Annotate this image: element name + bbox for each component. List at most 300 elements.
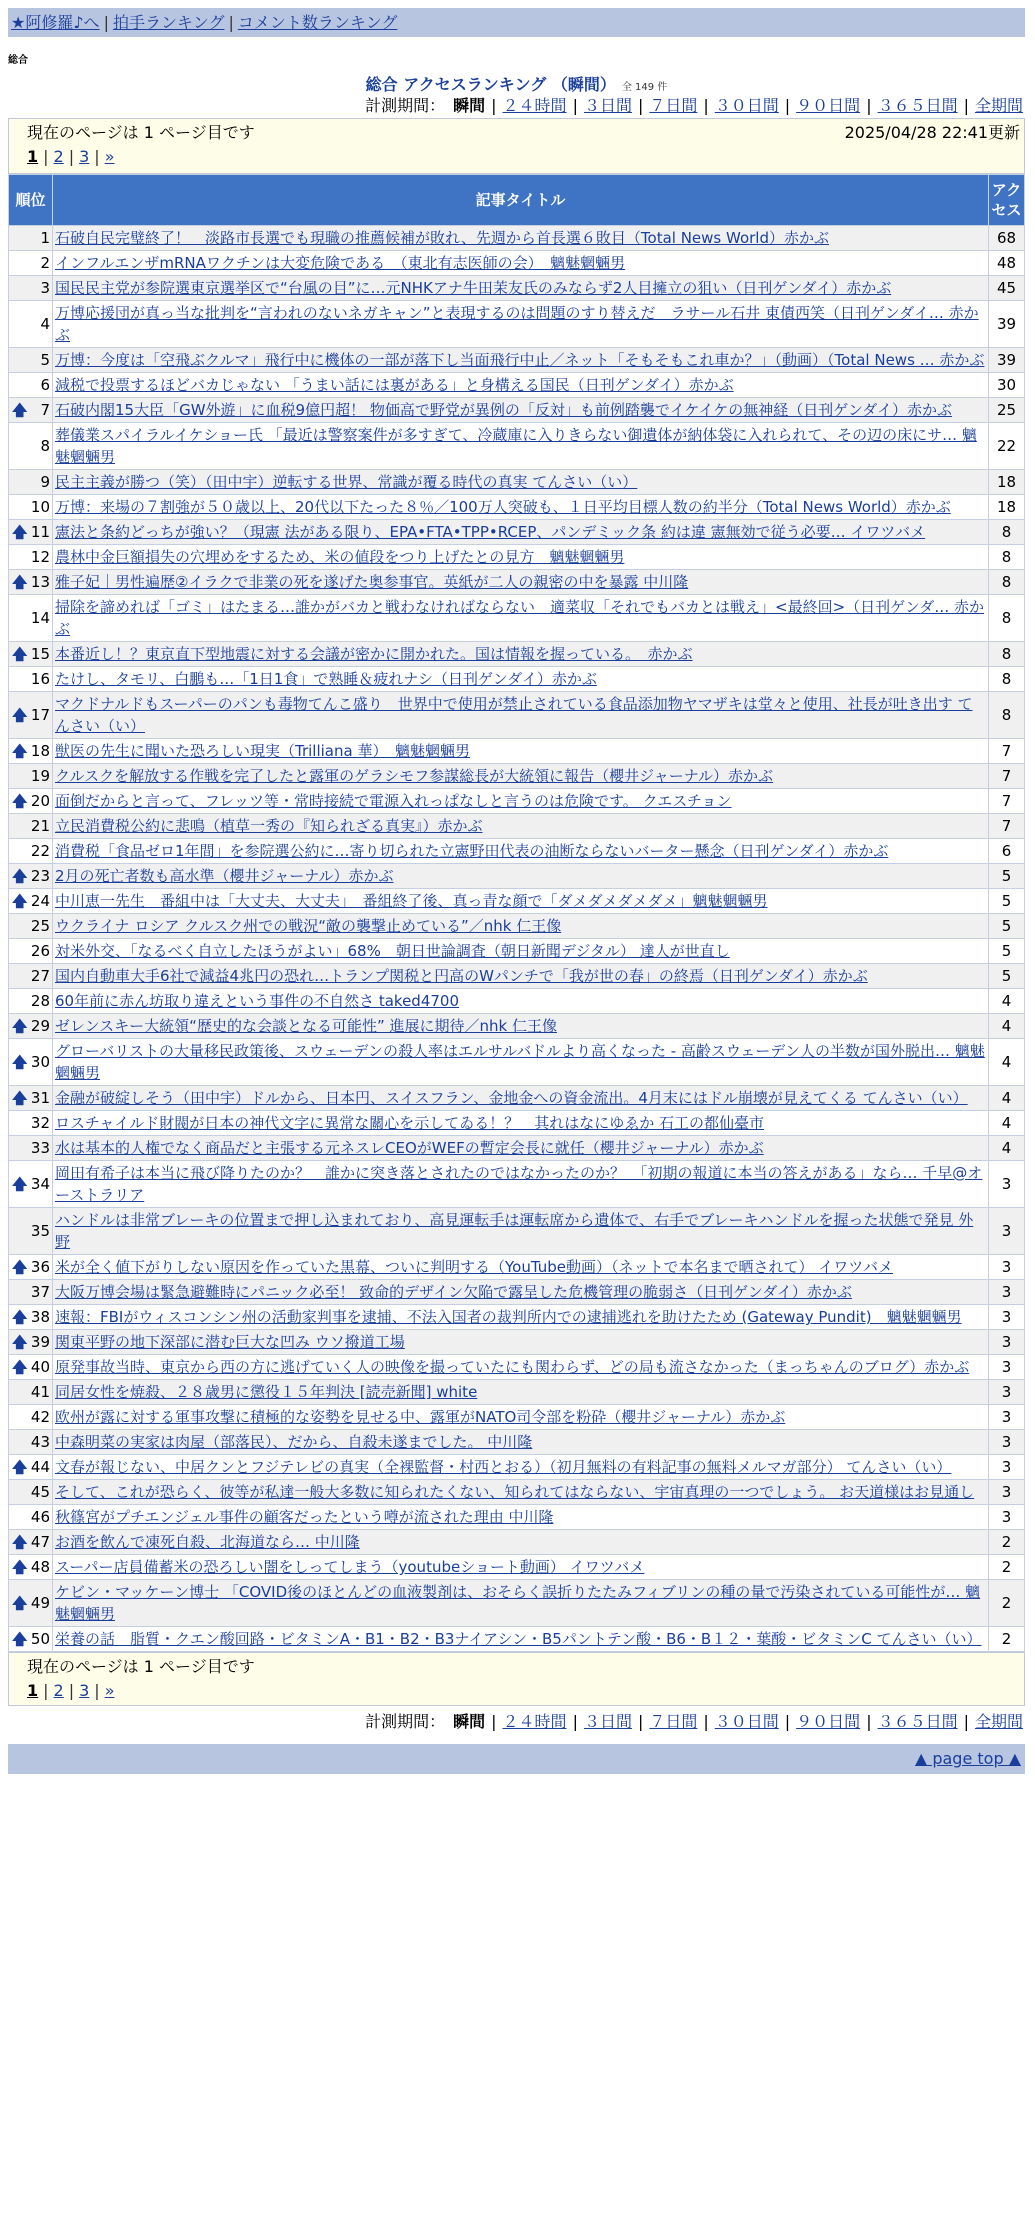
article-link[interactable]: 金融が破綻しそう（田中宇）ドルから、日本円、スイスフラン、金地金への資金流出。4月末にはドル崩壊が見えてくる てんさい（い）: [55, 1089, 968, 1107]
period-separator: |: [963, 96, 969, 115]
rank-up-arrow-icon: 🡅: [12, 573, 28, 591]
period-option[interactable]: ３６５日間: [877, 1712, 958, 1731]
title-cell: [53, 1280, 989, 1305]
rank-cell: [9, 1530, 53, 1555]
header-rank: 順位: [9, 175, 53, 226]
pager-page-link[interactable]: 3: [79, 1681, 90, 1700]
access-count: 8: [989, 595, 1025, 642]
title-cell: [53, 1136, 989, 1161]
rank-cell: [9, 1086, 53, 1111]
page-title-line: [8, 72, 1025, 94]
period-selector-bottom: [8, 1710, 1025, 1734]
rank-cell: [9, 1280, 53, 1305]
access-count: 45: [989, 276, 1025, 301]
table-row: [9, 1086, 1025, 1111]
rank-cell: [9, 1430, 53, 1455]
rank-number: 14: [30, 609, 50, 627]
rank-up-arrow-icon: 🡅: [12, 1533, 28, 1551]
comment-ranking-link[interactable]: コメント数ランキング: [237, 13, 398, 32]
rank-number: 13: [30, 573, 50, 591]
access-count: 3: [989, 1330, 1025, 1355]
article-link[interactable]: ゼレンスキー大統領“歴史的な会談となる可能性” 進展に期待／nhk 仁王像: [55, 1017, 557, 1035]
pager-page-link[interactable]: 2: [53, 147, 64, 166]
rank-number: 46: [30, 1508, 50, 1526]
period-separator: |: [866, 1712, 872, 1731]
table-row: [9, 1430, 1025, 1455]
article-link[interactable]: お酒を飲んで凍死自殺、北海道なら… 中川隆: [55, 1533, 360, 1551]
title-cell: [53, 470, 989, 495]
page-top-link[interactable]: ▲ page top ▲: [914, 1749, 1021, 1768]
table-row: [9, 789, 1025, 814]
article-link[interactable]: 立民消費税公約に悲鳴（植草一秀の『知られざる真実』）赤かぶ: [55, 817, 483, 835]
page-info-box: [8, 118, 1025, 174]
article-link[interactable]: 60年前に赤ん坊取り違えという事件の不自然さ taked4700: [55, 992, 460, 1010]
rank-cell: [9, 889, 53, 914]
total-count: 全 149 件: [621, 82, 668, 93]
nav-separator: |: [228, 13, 234, 32]
article-link[interactable]: スーパー店員備蓄米の恐ろしい闇をしってしまう（youtubeショート動画） イワツバメ: [55, 1558, 645, 1576]
title-cell: [53, 423, 989, 470]
article-link[interactable]: 国内自動車大手6社で減益4兆円の恐れ…トランプ関税と円高のWパンチで「我が世の春」の終焉（日刊ゲンダイ）赤かぶ: [55, 967, 868, 985]
page-title: 総合 アクセスランキング （瞬間）: [365, 75, 616, 94]
table-row: [9, 1555, 1025, 1580]
article-link[interactable]: 同居女性を焼殺、２８歳男に懲役１５年判決 [読売新聞] white: [55, 1383, 478, 1401]
rank-cell: [9, 1627, 53, 1652]
article-link[interactable]: 面倒だからと言って、フレッツ等・常時接続で電源入れっぱなしと言うのは危険です。 クエスチョン: [55, 792, 732, 810]
article-link[interactable]: 米が全く値下がりしない原因を作っていた黒幕、ついに判明する（YouTube動画）（ネットで本名まで晒されて） イワツバメ: [55, 1258, 893, 1276]
rank-cell: [9, 1330, 53, 1355]
period-option[interactable]: ３６５日間: [877, 96, 958, 115]
table-row: [9, 692, 1025, 739]
title-cell: [53, 964, 989, 989]
rank-number: 19: [30, 767, 50, 785]
title-cell: [53, 595, 989, 642]
article-link[interactable]: 万博：今度は「空飛ぶクルマ」飛行中に機体の一部が落下し当面飛行中止／ネット「そもそもこれ車か？」（動画）（Total News … 赤かぶ: [55, 351, 985, 369]
access-count: 2: [989, 1580, 1025, 1627]
period-separator: |: [963, 1712, 969, 1731]
rank-cell: [9, 914, 53, 939]
access-count: 3: [989, 1355, 1025, 1380]
access-count: 4: [989, 1039, 1025, 1086]
pager-separator: |: [43, 147, 49, 166]
title-cell: [53, 1208, 989, 1255]
rank-up-arrow-icon: 🡅: [12, 645, 28, 663]
rank-number: 8: [40, 437, 50, 455]
rank-number: 25: [30, 917, 50, 935]
title-cell: [53, 1430, 989, 1455]
rank-cell: [9, 1580, 53, 1627]
access-count: 48: [989, 251, 1025, 276]
rank-number: 44: [30, 1458, 50, 1476]
article-link[interactable]: 減税で投票するほどバカじゃない 「うまい話には裏がある」と身構える国民（日刊ゲンダイ）赤かぶ: [55, 376, 734, 394]
rank-cell: [9, 595, 53, 642]
period-option[interactable]: 全期間: [974, 1712, 1023, 1731]
title-cell: [53, 1380, 989, 1405]
rank-number: 5: [40, 351, 50, 369]
period-selector: [8, 94, 1025, 118]
article-link[interactable]: ロスチャイルド財閥が日本の神代文字に異常な關心を示してゐる！？ 其れはなにゆゑか 石工の都仙臺市: [55, 1114, 765, 1132]
article-link[interactable]: 憲法と条約どっちが強い？（現憲 法がある限り、EPA•FTA•TPP•RCEP、パンデミック条 約は違 憲無効で従う必要… イワツバメ: [55, 523, 926, 541]
rank-cell: [9, 1039, 53, 1086]
table-row: [9, 545, 1025, 570]
title-cell: [53, 939, 989, 964]
pager-separator: |: [68, 147, 75, 166]
rank-number: 2: [40, 254, 50, 272]
title-cell: [53, 1086, 989, 1111]
article-link[interactable]: 万博応援団が真っ当な批判を“言われのないネガキャン”と表現するのは問題のすり替えだ ラサール石井 東債西笑（日刊ゲンダイ… 赤かぶ: [55, 304, 979, 344]
table-row: [9, 667, 1025, 692]
period-separator: |: [637, 1712, 644, 1731]
period-option[interactable]: ３日間: [583, 1712, 632, 1731]
rank-number: 37: [30, 1283, 50, 1301]
table-row: [9, 839, 1025, 864]
title-cell: [53, 1555, 989, 1580]
period-option[interactable]: ２４時間: [502, 1712, 567, 1731]
period-option[interactable]: ３０日間: [714, 96, 779, 115]
top-nav-bar: [8, 8, 1025, 37]
title-cell: [53, 495, 989, 520]
table-row: [9, 470, 1025, 495]
access-count: 3: [989, 1430, 1025, 1455]
article-link[interactable]: 本番近し！？東京直下型地震に対する会議が密かに開かれた。国は情報を握っている。 赤かぶ: [55, 645, 693, 663]
period-separator: |: [784, 96, 791, 115]
rank-cell: [9, 1255, 53, 1280]
article-link[interactable]: 文春が報じない、中居クンとフジテレビの真実（全裸監督・村西とおる）（初月無料の有料記事の無料メルマガ部分） てんさい（い）: [55, 1458, 952, 1476]
article-link[interactable]: そして、これが恐らく、彼等が私達一般大多数に知られたくない、知られてはならない、宇宙真理の一つでしょう。 お天道様はお見通し: [55, 1483, 975, 1501]
title-cell: [53, 570, 989, 595]
table-row: [9, 1355, 1025, 1380]
period-option: 瞬間: [453, 1712, 486, 1731]
rank-number: 21: [30, 817, 50, 835]
access-count: 5: [989, 964, 1025, 989]
table-row: [9, 1505, 1025, 1530]
rank-number: 32: [30, 1114, 50, 1132]
period-option[interactable]: ７日間: [649, 1712, 698, 1731]
rank-number: 20: [30, 792, 50, 810]
title-cell: [53, 642, 989, 667]
rank-up-arrow-icon: 🡅: [12, 1358, 28, 1376]
period-option[interactable]: ３日間: [583, 96, 632, 115]
access-count: 22: [989, 423, 1025, 470]
rank-number: 34: [30, 1175, 50, 1193]
article-link[interactable]: 石破自民完璧終了！ 淡路市長選でも現職の推薦候補が敗れ、先週から首長選６敗目（Total News World）赤かぶ: [55, 229, 829, 247]
rank-number: 17: [30, 706, 50, 724]
updated-timestamp: 2025/04/28 22:41更新: [844, 123, 1020, 142]
article-link[interactable]: インフルエンザmRNAワクチンは大変危険である （東北有志医師の会） 魑魅魍魎男: [55, 254, 626, 272]
table-row: [9, 301, 1025, 348]
period-separator: |: [637, 96, 644, 115]
table-row: [9, 1111, 1025, 1136]
rank-cell: [9, 545, 53, 570]
table-row: [9, 251, 1025, 276]
rank-cell: [9, 301, 53, 348]
rank-number: 31: [30, 1089, 50, 1107]
rank-cell: [9, 470, 53, 495]
article-link[interactable]: 掃除を諦めれば「ゴミ」はたまる…誰かがバカと戦わなければならない 適菜収「それでもバカとは戦え」<最終回>（日刊ゲンダ… 赤かぶ: [55, 598, 985, 638]
title-cell: [53, 1014, 989, 1039]
rank-number: 4: [40, 315, 50, 333]
table-row: [9, 814, 1025, 839]
article-link[interactable]: 大阪万博会場は緊急避難時にパニック必至！ 致命的デザイン欠陥で露呈した危機管理の脆弱さ（日刊ゲンダイ）赤かぶ: [55, 1283, 852, 1301]
rank-cell: [9, 667, 53, 692]
article-link[interactable]: 2月の死亡者数も高水準（櫻井ジャーナル）赤かぶ: [55, 867, 394, 885]
rank-up-arrow-icon: 🡅: [12, 1630, 28, 1648]
rank-cell: [9, 1455, 53, 1480]
rank-up-arrow-icon: 🡅: [12, 742, 28, 760]
rank-number: 26: [30, 942, 50, 960]
rank-cell: [9, 348, 53, 373]
access-count: 4: [989, 1014, 1025, 1039]
article-link[interactable]: 消費税「食品ゼロ1年間」を参院選公約に…寄り切られた立憲野田代表の油断ならないバーター懸念（日刊ゲンダイ）赤かぶ: [55, 842, 889, 860]
rank-cell: [9, 1208, 53, 1255]
table-row: [9, 1627, 1025, 1652]
rank-up-arrow-icon: 🡅: [12, 1558, 28, 1576]
access-count: 68: [989, 226, 1025, 251]
pager-page-link[interactable]: 3: [79, 147, 90, 166]
rank-number: 50: [30, 1630, 50, 1648]
rank-cell: [9, 692, 53, 739]
table-row: [9, 1305, 1025, 1330]
rank-cell: [9, 276, 53, 301]
table-row: [9, 642, 1025, 667]
access-count: 18: [989, 495, 1025, 520]
access-count: 3: [989, 1480, 1025, 1505]
article-link[interactable]: 万博：来場の７割強が５０歳以上、20代以下たった８％／100万人突破も、１日平均目標人数の約半分（Total News World）赤かぶ: [55, 498, 951, 516]
table-row: [9, 373, 1025, 398]
title-cell: [53, 739, 989, 764]
article-link[interactable]: 中森明菜の実家は肉屋（部落民）、だから、自殺未遂までした。 中川隆: [55, 1433, 533, 1451]
title-cell: [53, 1330, 989, 1355]
table-row: [9, 1280, 1025, 1305]
article-link[interactable]: ハンドルは非常ブレーキの位置まで押し込まれており、高見運転手は運転席から遺体で、右手でブレーキハンドルを握った状態で発見 外野: [55, 1211, 974, 1251]
title-cell: [53, 276, 989, 301]
access-count: 5: [989, 889, 1025, 914]
article-link[interactable]: 民主主義が勝つ（笑）（田中宇）逆転する世界、常識が覆る時代の真実 てんさい（い）: [55, 473, 638, 491]
period-separator: |: [572, 1712, 578, 1731]
article-link[interactable]: 速報：FBIがウィスコンシン州の活動家判事を逮捕、不法入国者の裁判所内での逮捕逃れを助けたため (Gateway Pundit) 魑魅魍魎男: [55, 1308, 962, 1326]
article-link[interactable]: ケビン・マッケーン博士 「COVID後のほとんどの血液製剤は、おそらく誤折りたたみフィブリンの種の量で汚染されている可能性が… 魑魅魍魎男: [55, 1583, 981, 1623]
section-label: 総合: [8, 55, 28, 66]
access-count: 3: [989, 1305, 1025, 1330]
article-link[interactable]: 対米外交、「なるべく自立したほうがよい」68% 朝日世論調査（朝日新聞デジタル） 達人が世直し: [55, 942, 730, 960]
article-link[interactable]: 秋篠宮がプチエンジェル事件の顧客だったという噂が流された理由 中川隆: [55, 1508, 554, 1526]
rank-cell: [9, 764, 53, 789]
rank-number: 30: [30, 1053, 50, 1071]
access-count: 3: [989, 1280, 1025, 1305]
article-link[interactable]: クルスクを解放する作戦を完了したと露軍のゲラシモフ参謀総長が大統領に報告（櫻井ジャーナル）赤かぶ: [55, 767, 774, 785]
current-page-text: 現在のページは 1 ページ目です: [27, 1657, 255, 1676]
access-count: 3: [989, 1455, 1025, 1480]
rank-number: 35: [30, 1222, 50, 1240]
pager-next[interactable]: »: [104, 147, 115, 166]
article-link[interactable]: 水は基本的人権でなく商品だと主張する元ネスレCEOがWEFの暫定会長に就任（櫻井ジャーナル）赤かぶ: [55, 1139, 764, 1157]
rank-up-arrow-icon: 🡅: [12, 523, 28, 541]
title-cell: [53, 251, 989, 276]
title-cell: [53, 226, 989, 251]
rank-cell: [9, 1111, 53, 1136]
rank-number: 7: [40, 401, 50, 419]
clap-ranking-link[interactable]: 拍手ランキング: [112, 13, 225, 32]
access-count: 39: [989, 348, 1025, 373]
rank-up-arrow-icon: 🡅: [12, 1089, 28, 1107]
rank-number: 24: [30, 892, 50, 910]
rank-number: 22: [30, 842, 50, 860]
article-link[interactable]: 葬儀業スパイラルイケショー氏 「最近は警察案件が多すぎて、冷蔵庫に入りきらない御遺体が納体袋に入れられて、その辺の床にサ… 魑魅魍魎男: [55, 426, 977, 466]
rank-number: 36: [30, 1258, 50, 1276]
period-option[interactable]: ２４時間: [502, 96, 567, 115]
pager-page-link[interactable]: 2: [53, 1681, 64, 1700]
rank-cell: [9, 1555, 53, 1580]
access-count: 2: [989, 1530, 1025, 1555]
rank-cell: [9, 570, 53, 595]
title-cell: [53, 692, 989, 739]
rank-up-arrow-icon: 🡅: [12, 1458, 28, 1476]
article-link[interactable]: 国民民主党が参院選東京選挙区で“台風の目”に…元NHKアナ牛田茉友氏のみならず2人目擁立の狙い（日刊ゲンダイ）赤かぶ: [55, 279, 892, 297]
current-page-text: 現在のページは 1 ページ目です: [27, 123, 255, 142]
table-row: [9, 964, 1025, 989]
access-count: 2: [989, 1555, 1025, 1580]
access-count: 4: [989, 1086, 1025, 1111]
rank-number: 28: [30, 992, 50, 1010]
rank-number: 10: [30, 498, 50, 516]
access-count: 3: [989, 1161, 1025, 1208]
pager: [27, 1679, 1022, 1703]
rank-number: 38: [30, 1308, 50, 1326]
article-link[interactable]: ウクライナ ロシア クルスク州での戦況“敵の襲撃止めている”／nhk 仁王像: [55, 917, 562, 935]
title-cell: [53, 1305, 989, 1330]
rank-cell: [9, 864, 53, 889]
title-cell: [53, 1627, 989, 1652]
rank-cell: [9, 1380, 53, 1405]
table-row: [9, 1480, 1025, 1505]
title-cell: [53, 348, 989, 373]
rank-cell: [9, 1405, 53, 1430]
table-row: [9, 398, 1025, 423]
period-option[interactable]: ７日間: [649, 96, 698, 115]
title-cell: [53, 814, 989, 839]
article-link[interactable]: マクドナルドもスーパーのパンも毒物てんこ盛り 世界中で使用が禁止されている食品添加物ヤマザキは堂々と使用、社長が吐き出す てんさい（い）: [55, 695, 973, 735]
table-row: [9, 1161, 1025, 1208]
rank-cell: [9, 373, 53, 398]
rank-up-arrow-icon: 🡅: [12, 1594, 28, 1612]
rank-number: 3: [40, 279, 50, 297]
title-cell: [53, 789, 989, 814]
access-count: 25: [989, 398, 1025, 423]
access-count: 3: [989, 1505, 1025, 1530]
rank-number: 33: [30, 1139, 50, 1157]
article-link[interactable]: たけし、タモリ、白鵬も…「1日1食」で熟睡＆疲れナシ（日刊ゲンダイ）赤かぶ: [55, 670, 597, 688]
table-row: [9, 739, 1025, 764]
rank-cell: [9, 789, 53, 814]
article-link[interactable]: 関東平野の地下深部に潜む巨大な凹み ウソ撥道工場: [55, 1333, 405, 1351]
table-row: [9, 864, 1025, 889]
home-link[interactable]: ★阿修羅♪へ: [11, 13, 100, 32]
article-link[interactable]: 岡田有希子は本当に飛び降りたのか？ 誰かに突き落とされたのではなかったのか？ 「初期の報道に本当の答えがある」なら… 千早@オーストラリア: [55, 1164, 983, 1204]
period-separator: |: [784, 1712, 791, 1731]
article-link[interactable]: 中川恵一先生 番組中は「大丈夫、大丈夫」 番組終了後、真っ青な顔で「ダメダメダメダメ」魑魅魍魎男: [55, 892, 768, 910]
period-separator: |: [491, 1712, 497, 1731]
article-link[interactable]: 獣医の先生に聞いた恐ろしい現実（Trilliana 華） 魑魅魍魎男: [55, 742, 470, 760]
rank-up-arrow-icon: 🡅: [12, 401, 28, 419]
table-row: [9, 276, 1025, 301]
table-row: [9, 1330, 1025, 1355]
rank-number: 11: [30, 523, 50, 541]
article-link[interactable]: グローバリストの大量移民政策後、スウェーデンの殺人率はエルサルバドルより高くなった - 高齢スウェーデン人の半数が国外脱出… 魑魅魍魎男: [55, 1042, 985, 1082]
period-option[interactable]: ９０日間: [796, 96, 861, 115]
rank-cell: [9, 226, 53, 251]
rank-number: 47: [30, 1533, 50, 1551]
article-link[interactable]: 農林中金巨額損失の穴埋めをするため、米の値段をつり上げたとの見方 魑魅魍魎男: [55, 548, 625, 566]
access-count: 7: [989, 764, 1025, 789]
article-link[interactable]: 石破内閣15大臣「GW外遊」に血税9億円超！ 物価高で野党が異例の「反対」も前例踏襲でイケイケの無神経（日刊ゲンダイ）赤かぶ: [55, 401, 953, 419]
table-row: [9, 1255, 1025, 1280]
article-link[interactable]: 原発事故当時、東京から西の方に逃げていく人の映像を撮っていたにも関わらず、どの局も流さなかった（まっちゃんのブログ）赤かぶ: [55, 1358, 970, 1376]
rank-cell: [9, 398, 53, 423]
table-row: [9, 495, 1025, 520]
period-option[interactable]: 全期間: [974, 96, 1023, 115]
table-row: [9, 1014, 1025, 1039]
pager-next[interactable]: »: [104, 1681, 115, 1700]
period-option[interactable]: ９０日間: [796, 1712, 861, 1731]
rank-up-arrow-icon: 🡅: [12, 1053, 28, 1071]
title-cell: [53, 864, 989, 889]
access-count: 6: [989, 839, 1025, 864]
period-option: 瞬間: [453, 96, 486, 115]
rank-number: 18: [30, 742, 50, 760]
access-count: 7: [989, 789, 1025, 814]
rank-number: 27: [30, 967, 50, 985]
access-count: 2: [989, 1627, 1025, 1652]
access-count: 8: [989, 520, 1025, 545]
rank-cell: [9, 1136, 53, 1161]
access-count: 4: [989, 1136, 1025, 1161]
table-header-row: [9, 175, 1025, 226]
title-cell: [53, 520, 989, 545]
title-cell: [53, 1480, 989, 1505]
rank-cell: [9, 423, 53, 470]
title-cell: [53, 889, 989, 914]
access-count: 39: [989, 301, 1025, 348]
title-cell: [53, 914, 989, 939]
access-count: 4: [989, 989, 1025, 1014]
access-count: 8: [989, 692, 1025, 739]
pager: [27, 145, 1022, 169]
period-separator: |: [703, 96, 709, 115]
access-count: 3: [989, 1405, 1025, 1430]
rank-number: 12: [30, 548, 50, 566]
period-separator: |: [572, 96, 578, 115]
article-link[interactable]: 雅子妃｜男性遍歴②イラクで非業の死を遂げた奥参事官。英紙が二人の親密の中を暴露 中川隆: [55, 573, 689, 591]
title-cell: [53, 839, 989, 864]
access-count: 5: [989, 939, 1025, 964]
period-option[interactable]: ３０日間: [714, 1712, 779, 1731]
rank-up-arrow-icon: 🡅: [12, 1017, 28, 1035]
table-row: [9, 1208, 1025, 1255]
period-separator: |: [703, 1712, 709, 1731]
access-count: 7: [989, 814, 1025, 839]
title-cell: [53, 1505, 989, 1530]
article-link[interactable]: 栄養の話 脂質・クエン酸回路・ビタミンA・B1・B2・B3ナイアシン・B5パントテン酸・B6・B１２・葉酸・ビタミンC てんさい（い）: [55, 1630, 982, 1648]
access-count: 3: [989, 1380, 1025, 1405]
rank-number: 39: [30, 1333, 50, 1351]
pager-current: 1: [27, 1681, 39, 1700]
header-access: アクセス: [989, 175, 1025, 226]
title-cell: [53, 1355, 989, 1380]
table-row: [9, 348, 1025, 373]
article-link[interactable]: 欧州が露に対する軍事攻撃に積極的な姿勢を見せる中、露軍がNATO司令部を粉砕（櫻井ジャーナル）赤かぶ: [55, 1408, 786, 1426]
rank-number: 6: [40, 376, 50, 394]
rank-number: 9: [40, 473, 50, 491]
